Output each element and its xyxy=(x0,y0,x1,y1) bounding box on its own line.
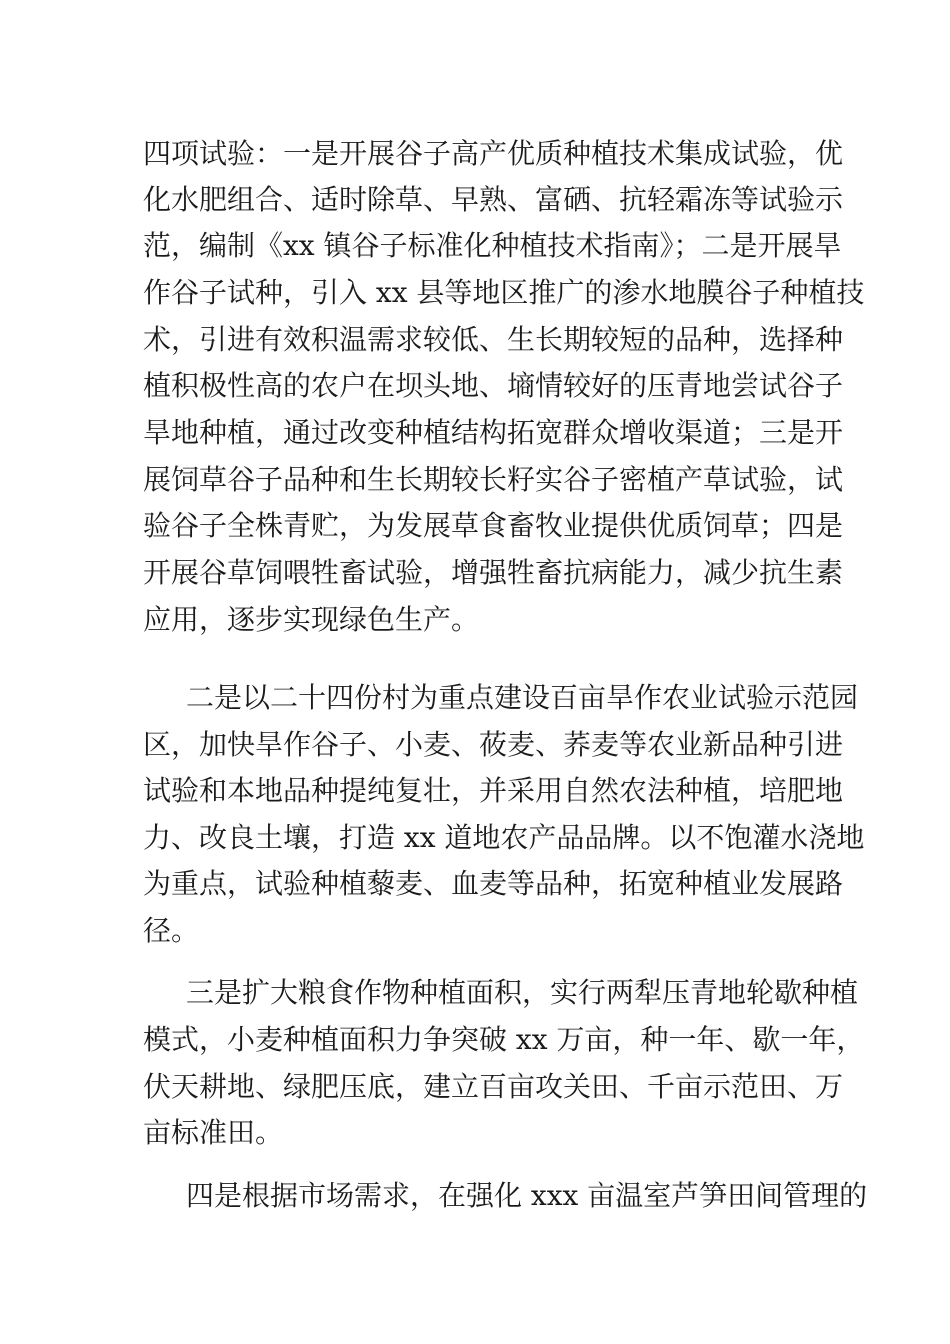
text-line: 区，加快旱作谷子、小麦、莜麦、荞麦等农业新品种引进 xyxy=(143,728,844,761)
text-line: 模式，小麦种植面积力争突破 xx 万亩，种一年、歇一年， xyxy=(143,1023,865,1056)
paragraph-start-line: 四是根据市场需求，在强化 xxx 亩温室芦笋田间管理的 xyxy=(186,1179,868,1212)
text-line: 开展谷草饲喂牲畜试验，增强牲畜抗病能力，减少抗生素 xyxy=(143,556,844,589)
text-line: 范，编制《xx 镇谷子标准化种植技术指南》；二是开展旱 xyxy=(143,229,842,262)
text-line: 术，引进有效积温需求较低、生长期较短的品种，选择种 xyxy=(143,323,844,356)
text-line: 四项试验：一是开展谷子高产优质种植技术集成试验，优 xyxy=(143,137,844,170)
text-line: 应用，逐步实现绿色生产。 xyxy=(143,603,480,636)
paragraph-start-line: 三是扩大粮食作物种植面积，实行两犁压青地轮歇种植 xyxy=(186,976,859,1009)
text-line: 展饲草谷子品种和生长期较长籽实谷子密植产草试验，试 xyxy=(143,463,844,496)
text-line: 化水肥组合、适时除草、早熟、富硒、抗轻霜冻等试验示 xyxy=(143,183,844,216)
text-line: 作谷子试种，引入 xx 县等地区推广的渗水地膜谷子种植技 xyxy=(143,276,865,309)
text-line: 伏天耕地、绿肥压底，建立百亩攻关田、千亩示范田、万 xyxy=(143,1070,844,1103)
text-line: 力、改良土壤，打造 xx 道地农产品品牌。以不饱灌水浇地 xyxy=(143,821,865,854)
text-line: 旱地种植，通过改变种植结构拓宽群众增收渠道；三是开 xyxy=(143,416,844,449)
text-line: 验谷子全株青贮，为发展草食畜牧业提供优质饲草；四是 xyxy=(143,509,844,542)
text-line: 亩标准田。 xyxy=(143,1116,284,1149)
paragraph-start-line: 二是以二十四份村为重点建设百亩旱作农业试验示范园 xyxy=(186,681,859,714)
text-line: 试验和本地品种提纯复壮，并采用自然农法种植，培肥地 xyxy=(143,774,844,807)
text-line: 为重点，试验种植藜麦、血麦等品种，拓宽种植业发展路 xyxy=(143,867,844,900)
text-line: 径。 xyxy=(143,914,200,947)
text-line: 植积极性高的农户在坝头地、墒情较好的压青地尝试谷子 xyxy=(143,369,844,402)
